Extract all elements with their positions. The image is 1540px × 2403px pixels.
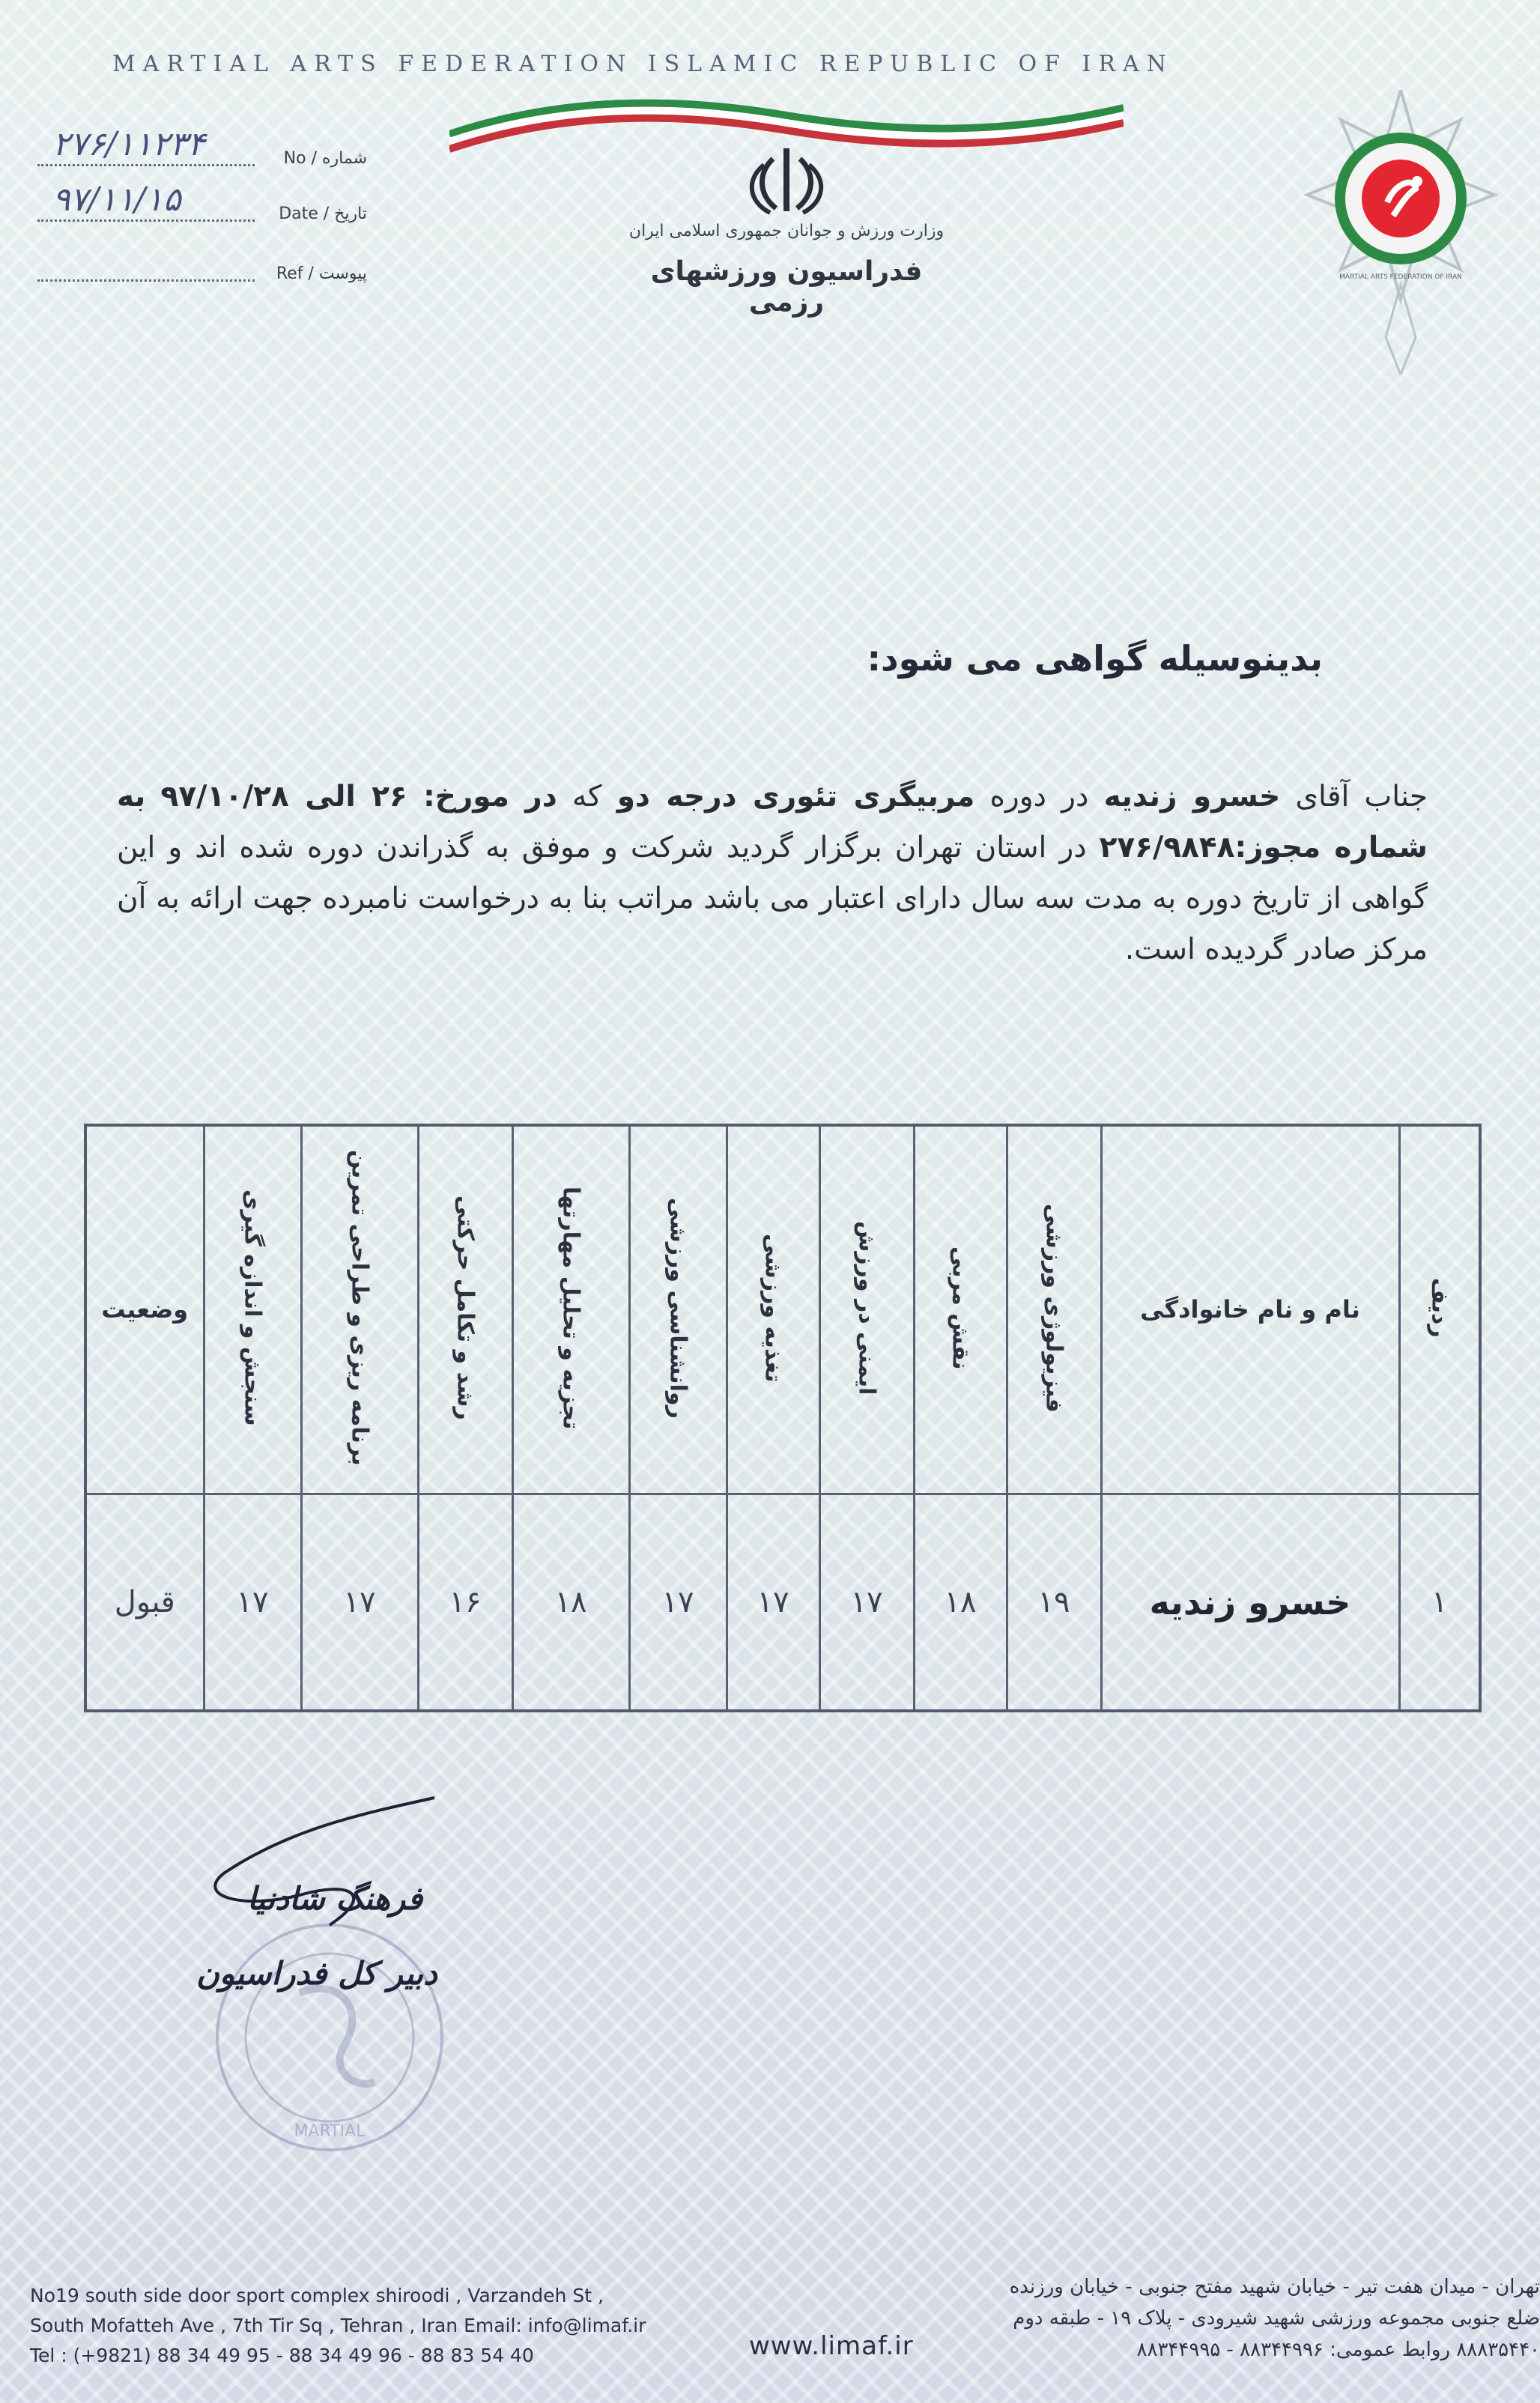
cell-skill-analysis: ۱۸	[512, 1494, 629, 1711]
cell-training-planning: ۱۷	[301, 1494, 418, 1711]
cell-row-number: ۱	[1399, 1494, 1480, 1711]
ministry-name: وزارت ورزش و جوانان جمهوری اسلامی ایران	[628, 222, 945, 240]
table-header-row	[85, 1125, 1480, 1494]
body-text-segment: که	[557, 780, 617, 813]
header-name: نام و نام خانوادگی	[1101, 1125, 1399, 1494]
header-motor-growth: رشد و تکامل حرکتی	[418, 1125, 512, 1494]
header-nutrition: تغذیه ورزشی	[727, 1125, 819, 1494]
cell-motor-growth: ۱۶	[418, 1494, 512, 1711]
course-dates: در مورخ: ۲۶ الی ۹۷/۱۰/۲۸	[160, 780, 557, 813]
dotted-line	[37, 219, 255, 222]
header-skill-analysis: تجزیه و تحلیل مهارتها	[512, 1125, 629, 1494]
federation-name: فدراسیون ورزشهای رزمی	[650, 256, 923, 318]
federation-logo-icon	[1303, 90, 1498, 375]
letter-number-value: ۲۷۶/۱۱۲۳۴	[52, 125, 205, 163]
header-row-number: ردیف	[1399, 1125, 1480, 1494]
letter-ref-field	[37, 250, 367, 288]
cell-measurement: ۱۷	[204, 1494, 301, 1711]
address-persian-line: تهران - میدان هفت تیر - خیابان شهید مفتح جنوبی - خیابان ورزنده	[1009, 2276, 1540, 2298]
dotted-line	[37, 279, 255, 282]
cell-name: خسرو زندیه	[1101, 1494, 1399, 1711]
cell-coach-role: ۱۸	[914, 1494, 1007, 1711]
cell-status: قبول	[85, 1494, 204, 1711]
cell-nutrition: ۱۷	[727, 1494, 819, 1711]
certificate-body	[117, 772, 1428, 975]
body-text-segment: در استان تهران برگزار گردید شرکت و موفق به گذراندن دوره شده اند و این گواهی از تاریخ دوره به مدت سه سال دارای اعتبار می باشد مراتب بنا به درخواست نامبرده جهت ارائه به آن مرکز صادر گردیده است.	[117, 831, 1428, 966]
phone-english-line: Tel : (+9821) 88 34 49 95 - 88 34 49 96 - 88 83 54 40	[30, 2345, 534, 2366]
website-link[interactable]: www.limaf.ir	[749, 2331, 914, 2361]
seal-caption: MARTIAL	[294, 2122, 366, 2141]
grades-table	[84, 1124, 1482, 1712]
letter-date-value: ۹۷/۱۱/۱۵	[52, 181, 181, 219]
address-english-line: No19 south side door sport complex shiroodi , Varzandeh St ,	[30, 2285, 604, 2306]
letter-date-field	[37, 181, 367, 228]
signatory-name: فرهنگ شادنیا	[247, 1880, 423, 1917]
cell-physiology: ۱۹	[1007, 1494, 1101, 1711]
header-status: وضعیت	[85, 1125, 204, 1494]
address-persian-line: ضلع جنوبی مجموعه ورزشی شهید شیرودی - پلاک ۱۹ - طبقه دوم	[1013, 2307, 1540, 2330]
header-measurement: سنجش و اندازه گیری	[204, 1125, 301, 1494]
body-text-segment: جناب آقای	[1280, 780, 1428, 813]
federation-english-title: MARTIAL ARTS FEDERATION ISLAMIC REPUBLIC OF IRAN	[112, 51, 1174, 77]
header-safety: ایمنی در ورزش	[819, 1125, 914, 1494]
phone-persian-line: ۸۸۸۳۵۴۴۰ روابط عمومی: ۸۸۳۴۴۹۹۶ - ۸۸۳۴۴۹۹۵	[1136, 2339, 1540, 2361]
iran-emblem-icon	[742, 142, 831, 217]
certificate-heading: بدینوسیله گواهی می شود:	[867, 638, 1323, 679]
cell-safety: ۱۷	[819, 1494, 914, 1711]
handwritten-signature-icon	[180, 1783, 449, 1955]
signatory-title: دبیر کل فدراسیون	[196, 1955, 437, 1992]
address-english-line: South Mofatteh Ave , 7th Tir Sq , Tehran , Iran Email: info@limaf.ir	[30, 2315, 646, 2336]
letter-ref-label: پیوست / Ref	[276, 264, 367, 283]
header-physiology: فیزیولوژی ورزشی	[1007, 1125, 1101, 1494]
license-number: به شماره مجوز:۲۷۶/۹۸۴۸	[117, 780, 1428, 864]
table-row	[85, 1494, 1480, 1711]
letter-number-label: شماره / No	[283, 149, 367, 168]
header-psychology: روانشناسی ورزشی	[629, 1125, 727, 1494]
logo-caption: MARTIAL ARTS FEDERATION OF IRAN	[1339, 273, 1462, 281]
recipient-name: خسرو زندیه	[1103, 780, 1281, 813]
header-training-planning: برنامه ریزی و طراحی تمرین	[301, 1125, 418, 1494]
body-text-segment: در دوره	[974, 780, 1104, 813]
letter-number-field	[37, 125, 367, 172]
cell-psychology: ۱۷	[629, 1494, 727, 1711]
dotted-line	[37, 164, 255, 166]
header-coach-role: نقش مربی	[914, 1125, 1007, 1494]
course-name: مربیگری تئوری درجه دو	[616, 780, 975, 813]
letter-date-label: تاریخ / Date	[279, 204, 367, 223]
